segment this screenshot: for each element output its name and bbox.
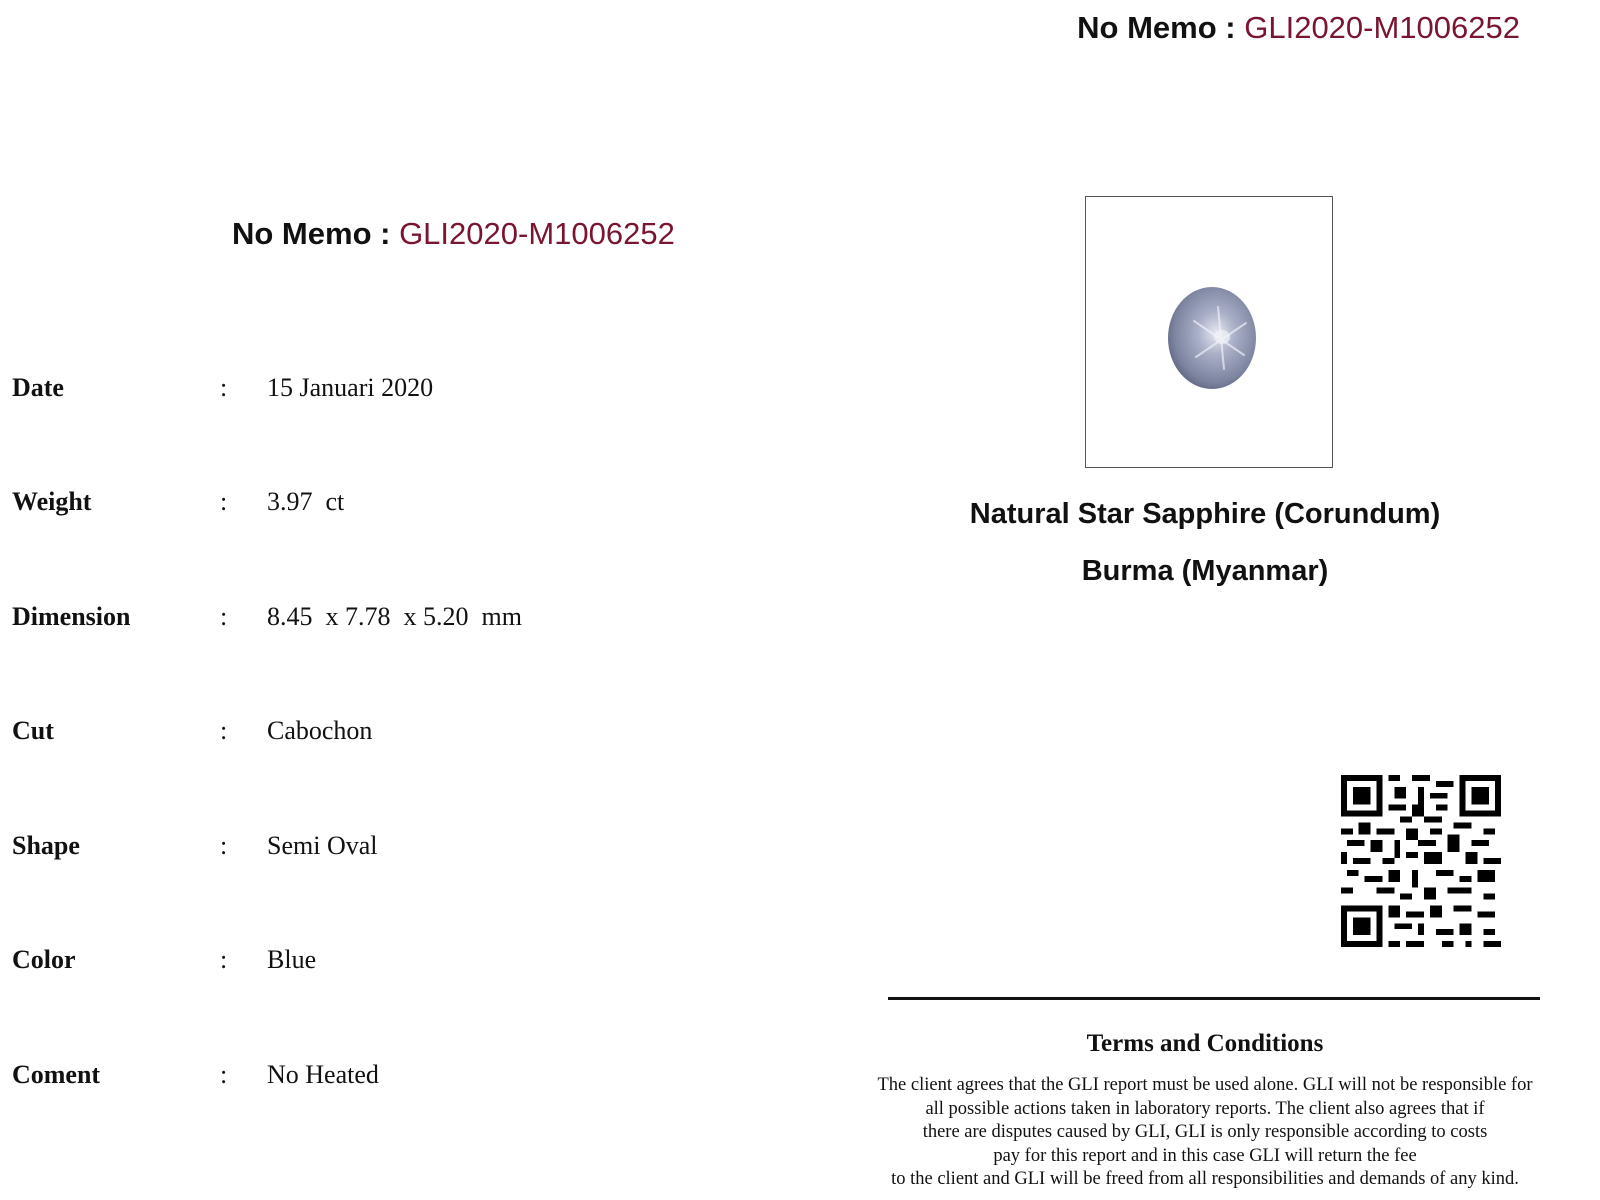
terms-line: there are disputes caused by GLI, GLI is only responsible according to costs <box>922 1122 1488 1142</box>
terms-line: The client agrees that the GLI report must be used alone. GLI will not be responsible for <box>877 1075 1533 1095</box>
field-label: Dimension <box>12 602 131 631</box>
memo-header-main <box>232 216 675 252</box>
gem-species: Natural Star Sapphire (Corundum) <box>969 498 1441 530</box>
memo-number: GLI2020-M1006252 <box>1244 10 1520 45</box>
field-value: Blue <box>267 945 317 974</box>
memo-header-top <box>1077 10 1520 46</box>
field-value: Semi Oval <box>267 831 378 860</box>
field-color <box>12 945 772 985</box>
field-separator: : <box>220 373 228 402</box>
field-separator: : <box>220 945 228 974</box>
qr-code-icon <box>1340 775 1502 947</box>
field-value: 8.45 x 7.78 x 5.20 mm <box>267 602 522 631</box>
field-separator: : <box>220 716 228 745</box>
memo-label: No Memo : <box>232 216 391 251</box>
field-comment <box>12 1060 772 1100</box>
field-dimension <box>12 602 772 642</box>
field-label: Color <box>12 945 76 974</box>
terms-line: pay for this report and in this case GLI will return the fee <box>993 1145 1417 1166</box>
field-label: Shape <box>12 831 80 860</box>
gem-origin: Burma (Myanmar) <box>1081 555 1329 587</box>
terms-title: Terms and Conditions <box>1086 1030 1324 1057</box>
field-weight <box>12 487 772 527</box>
field-value: No Heated <box>267 1060 379 1089</box>
field-shape <box>12 831 772 871</box>
field-separator: : <box>220 602 228 631</box>
field-label: Coment <box>12 1060 101 1089</box>
field-value: 15 Januari 2020 <box>267 373 434 402</box>
field-cut <box>12 716 772 756</box>
field-value: Cabochon <box>267 716 373 745</box>
field-label: Weight <box>12 487 92 516</box>
field-separator: : <box>220 487 228 516</box>
terms-line: to the client and GLI will be freed from all responsibilities and demands of any kind. <box>891 1169 1519 1189</box>
memo-number: GLI2020-M1006252 <box>399 216 675 251</box>
field-label: Date <box>12 373 64 402</box>
gemstone-photo-frame <box>1085 196 1333 468</box>
field-date <box>12 373 772 413</box>
section-divider <box>888 997 1540 1000</box>
terms-line: all possible actions taken in laboratory reports. The client also agrees that if <box>925 1098 1485 1119</box>
field-label: Cut <box>12 716 54 745</box>
memo-label: No Memo : <box>1077 10 1236 45</box>
field-value: 3.97 ct <box>267 487 345 516</box>
field-separator: : <box>220 831 228 860</box>
gemstone-photo <box>1166 285 1258 391</box>
terms-body <box>840 1074 1570 1192</box>
field-separator: : <box>220 1060 228 1089</box>
